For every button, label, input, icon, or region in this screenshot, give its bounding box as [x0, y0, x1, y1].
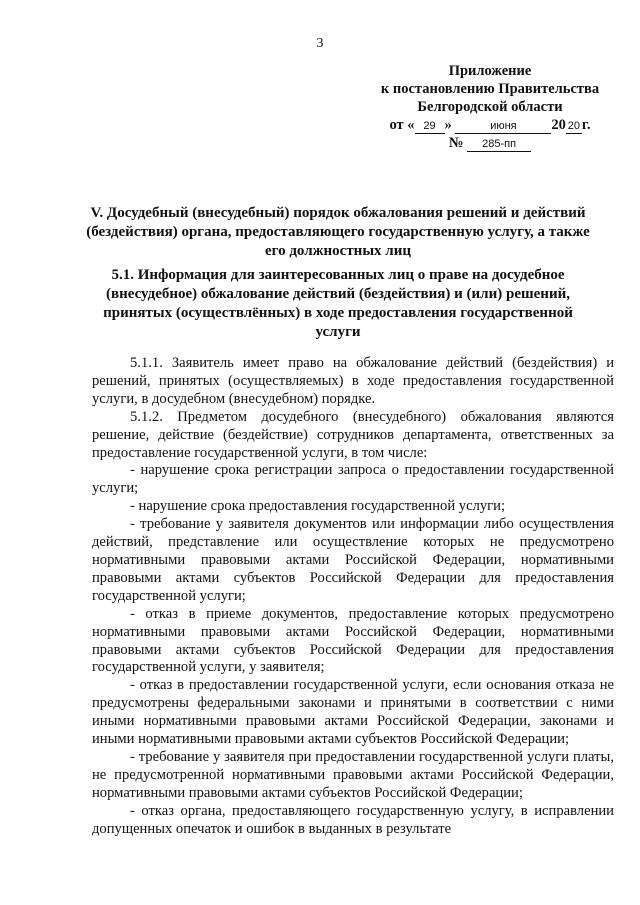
date-mid: » [444, 117, 452, 133]
appendix-region-line: Белгородской области [417, 99, 563, 115]
section-title: V. Досудебный (внесудебный) порядок обжалования решений и действий (бездействия) органа, предоставляющего государственную услугу, а также его должностных лиц [86, 205, 590, 259]
paragraph: - нарушение срока предоставления государственной услуги; [130, 498, 506, 515]
body-text [92, 355, 614, 838]
paragraph: 5.1.2. Предметом досудебного (внесудебного) обжалования являются решение, действие (бездействие) сотрудников департамента, ответственных за предоставление государственной услуги, в том числе: [92, 408, 614, 461]
appendix-block [370, 62, 610, 152]
subsection-title: 5.1. Информация для заинтересованных лиц о праве на досудебное (внесудебное) обжалование действий (бездействия) и (или) решений, принятых (осуществлённых) в ходе предоставления государственной услуги [103, 267, 573, 340]
paragraph: - отказ в приеме документов, предоставление которых предусмотрено нормативными правовыми актами Российской Федерации, нормативными правовыми актами субъектов Российской Федерации для предоставления государственной услуги, у заявителя; [92, 605, 614, 676]
number-prefix: № [448, 135, 464, 151]
date-day: 29 [415, 120, 445, 134]
date-suffix: г. [581, 117, 591, 133]
paragraph: - требование у заявителя при предоставлении государственной услуги платы, не предусмотренной нормативными правовыми актами Российской Федерации, нормативными правовыми актами субъектов Российской Федерации; [92, 748, 614, 801]
paragraph: - отказ органа, предоставляющего государственную услугу, в исправлении допущенных опечаток и ошибок в выданных в результате [92, 802, 614, 837]
resolution-number: 285-пп [467, 138, 531, 152]
paragraph: - нарушение срока регистрации запроса о предоставлении государственной услуги; [92, 462, 614, 497]
date-prefix: от « [389, 117, 415, 133]
date-month: июня [455, 120, 551, 134]
page-number: 3 [316, 36, 324, 51]
paragraph: - отказ в предоставлении государственной услуги, если основания отказа не предусмотрены федеральными законами и принятыми в соответствии с ними иными нормативными правовыми актами Российской Федерации, законами и иными нормативными правовыми актами субъектов Российской Федерации; [92, 677, 614, 748]
date-year-prefix: 20 [551, 117, 566, 133]
paragraph: - требование у заявителя документов или информации либо осуществления действий, представление или осуществление которых не предусмотрено нормативными правовыми актами Российской Федерации, нормативными правовыми актами субъектов Российской Федерации для предоставления государственной услуги; [92, 516, 614, 604]
date-year: 20 [567, 120, 581, 132]
appendix-title: Приложение [448, 63, 532, 79]
appendix-number-line [370, 134, 610, 152]
appendix-date-line [370, 116, 610, 134]
paragraph: 5.1.1. Заявитель имеет право на обжалование действий (бездействия) и решений, принятых (осуществляемых) в ходе предоставления государственной услуги, в досудебном (внесудебном) порядке. [92, 355, 614, 407]
appendix-resolution-line: к постановлению Правительства [380, 81, 600, 97]
